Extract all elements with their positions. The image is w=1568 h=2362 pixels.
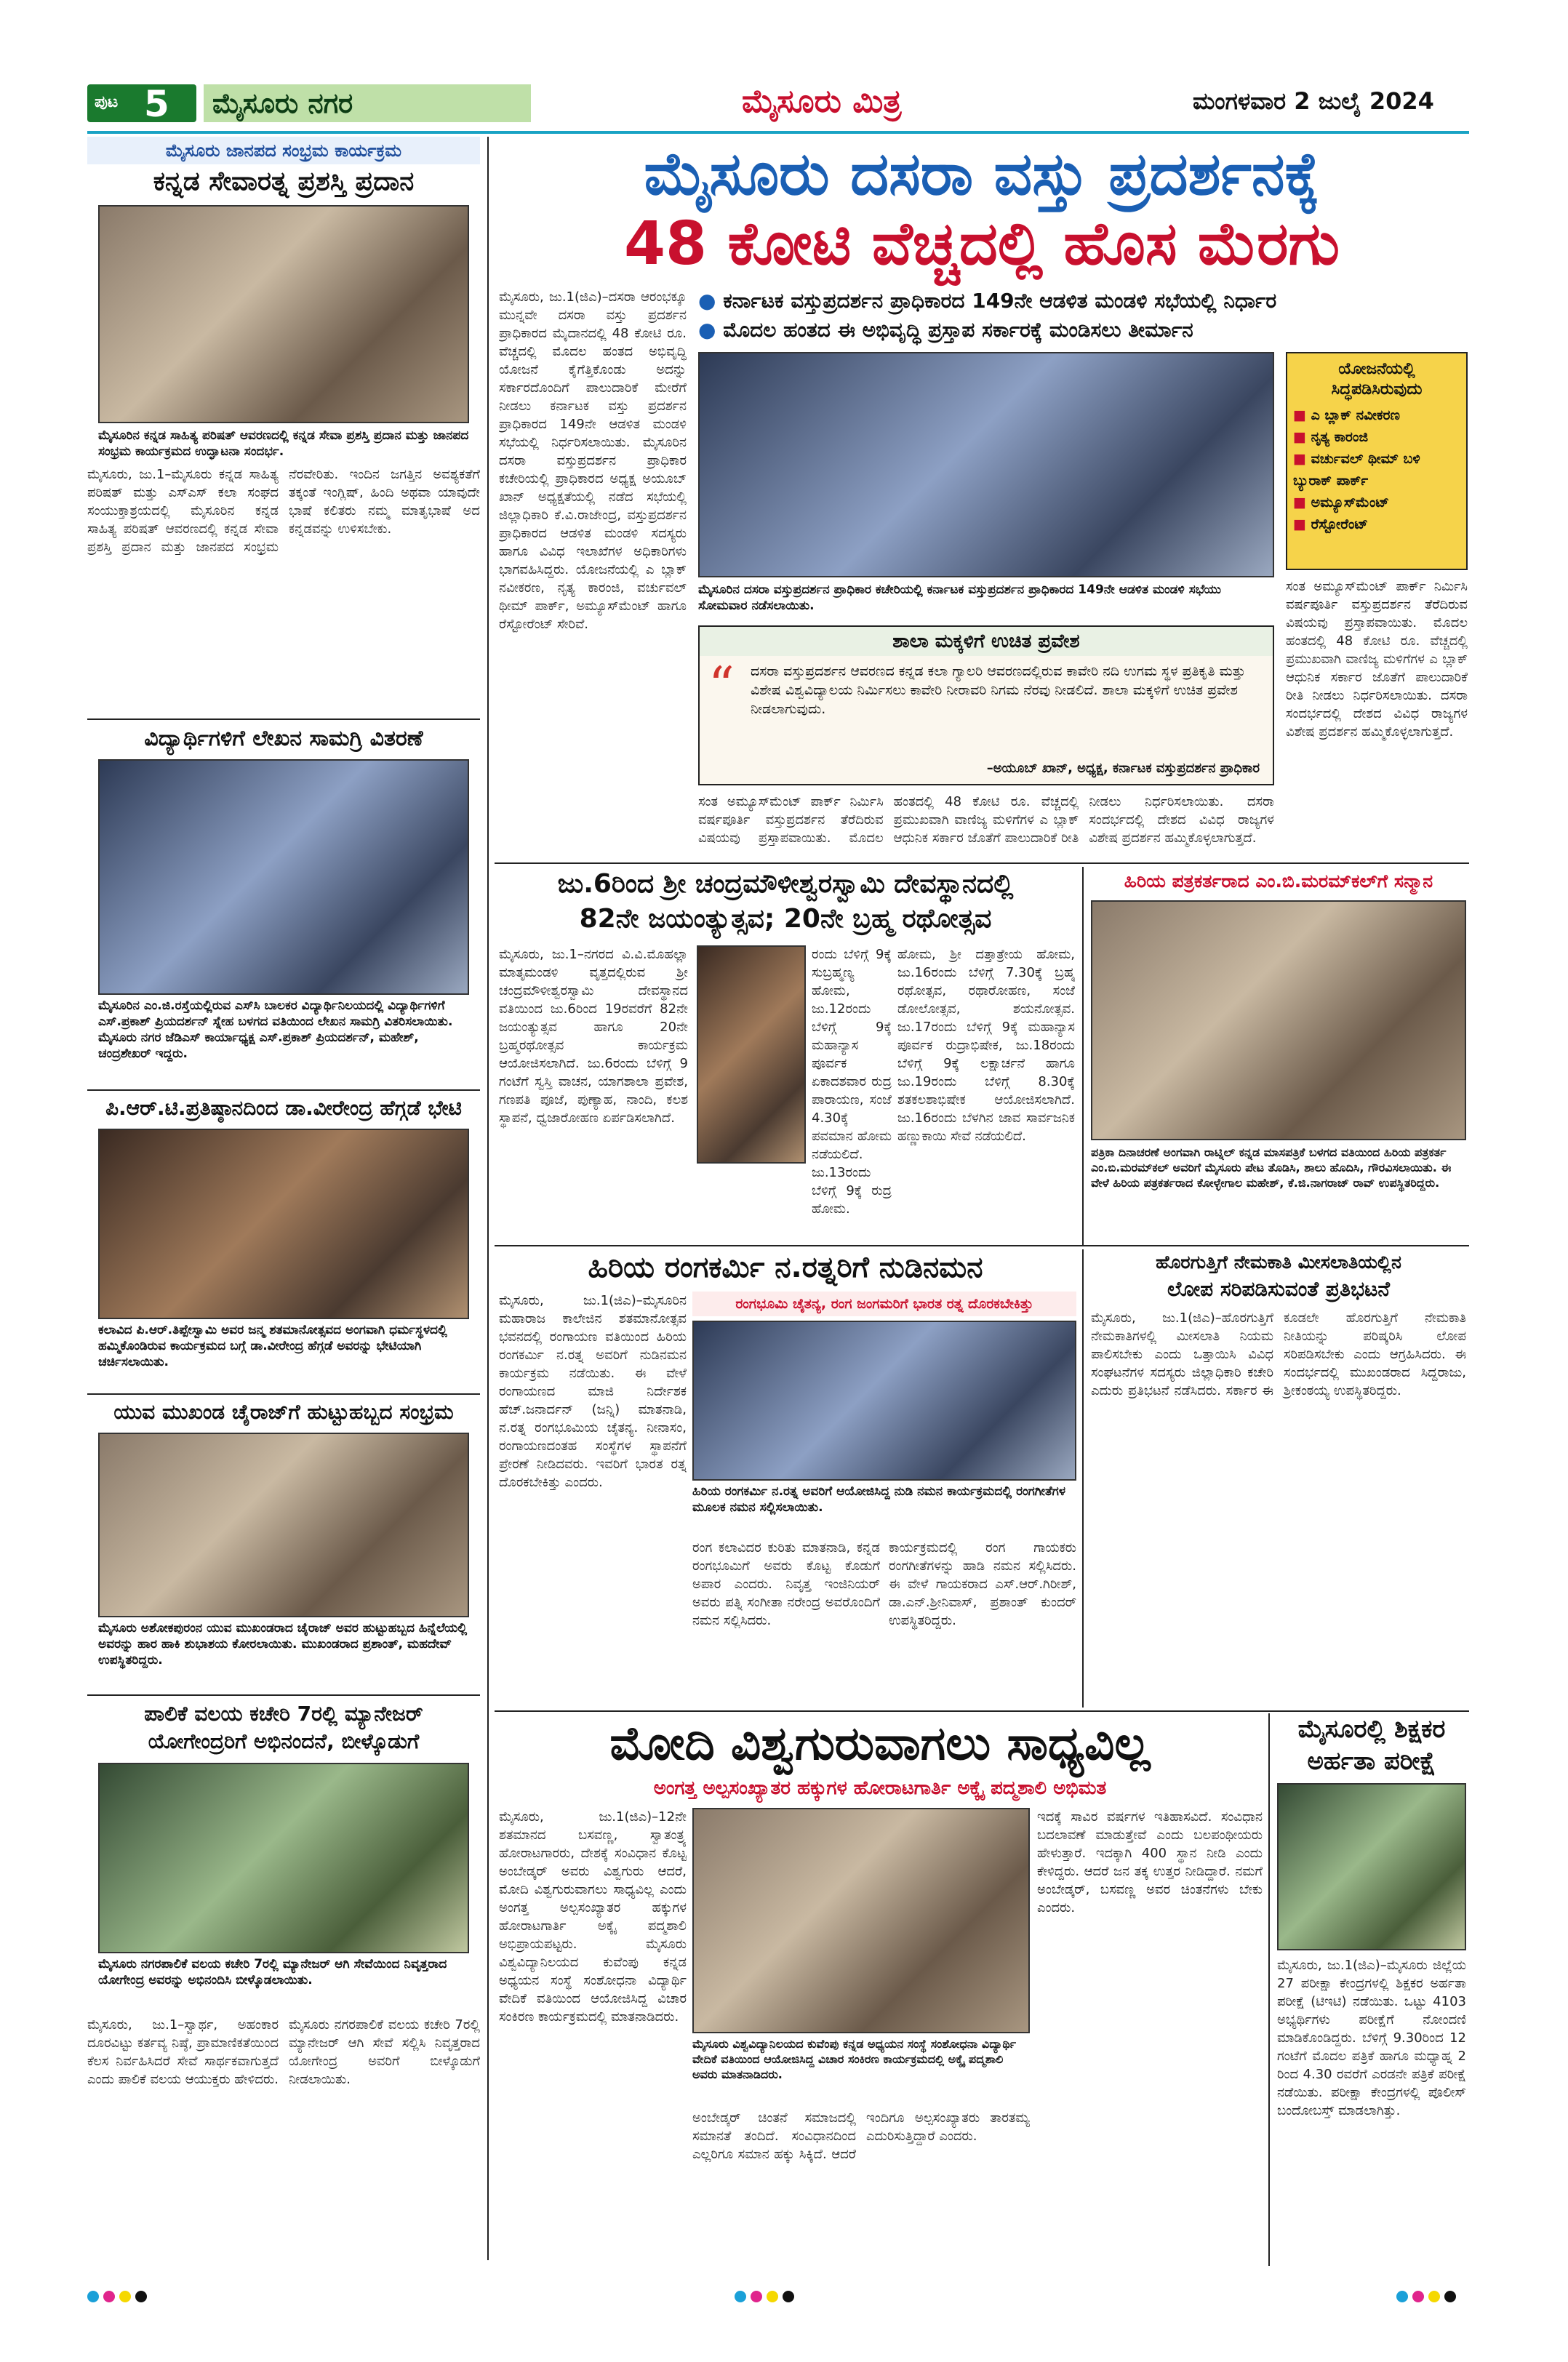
- modi-photo: [692, 1808, 1030, 2033]
- mid-rule: [495, 1245, 1469, 1246]
- lead-photo-caption: ಮೈಸೂರಿನ ದಸರಾ ವಸ್ತುಪ್ರದರ್ಶನ ಪ್ರಾಧಿಕಾರ ಕಚೇರಿಯಲ್ಲಿ ಕರ್ನಾಟಕ ವಸ್ತುಪ್ರದರ್ಶನ ಪ್ರಾಧಿಕಾರದ 149ನೇ ಆಡಳಿತ ಮಂಡಳಿ ಸಭೆಯು ಸೋಮವಾರ ನಡೆಸಲಾಯಿತು.: [698, 583, 1222, 613]
- shala-body: ಸಂತ ಅಮ್ಯೂಸ್‌ಮೆಂಟ್ ಪಾರ್ಕ್ ನಿರ್ಮಿಸಿ ವರ್ಷಪೂರ್ತಿ ವಸ್ತುಪ್ರದರ್ಶನ ತೆರೆದಿರುವ ವಿಷಯವು ಪ್ರಸ್ತಾಪವಾಯಿತು. ಮೊದಲ ಹಂತದಲ್ಲಿ 48 ಕೋಟಿ ರೂ. ವೆಚ್ಚದಲ್ಲಿ ಪ್ರಮುಖವಾಗಿ ವಾಣಿಜ್ಯ ಮಳಿಗೆಗಳ ಎ ಬ್ಲಾಕ್ ಆಧುನಿಕ ಸರ್ಕಾರ ಜೊತೆಗೆ ಪಾಲುದಾರಿಕೆ ರೀತಿ ನೀಡಲು ನಿರ್ಧರಿಸಲಾಯಿತು. ದಸರಾ ಸಂದರ್ಭದಲ್ಲಿ ದೇಶದ ವಿವಿಧ ರಾಜ್ಯಗಳ ವಿಶೇಷ ಪ್ರದರ್ಶನ ಹಮ್ಮಿಕೊಳ್ಳಲಾಗುತ್ತದೆ.: [698, 794, 1274, 846]
- lead-bullet-2: [698, 316, 1469, 345]
- section-title: ಮೈಸೂರು ನಗರ: [204, 84, 531, 122]
- modi-divider: [1268, 1713, 1270, 2266]
- dot-cyan: [1396, 2291, 1408, 2302]
- nemakati-headline-2: ಲೋಪ ಸರಿಪಡಿಸುವಂತೆ ಪ್ರತಿಭಟನೆ: [1167, 1277, 1391, 1301]
- modi-body-b: ಅಂಬೇಡ್ಕರ್ ಚಿಂತನೆ ಸಮಾಜದಲ್ಲಿ ಸಮಾನತೆ ತಂದಿದೆ. ಸಂವಿಧಾನದಿಂದ ಎಲ್ಲರಿಗೂ ಸಮಾನ ಹಕ್ಕು ಸಿಕ್ಕಿದೆ. ಆದರೆ ಇಂದಿಗೂ ಅಲ್ಪಸಂಖ್ಯಾತರು ತಾರತಮ್ಯ ಎದುರಿಸುತ್ತಿದ್ದಾರೆ ಎಂದರು.: [692, 2110, 1030, 2162]
- lead-headline-1: ಮೈಸೂರು ದಸರಾ ವಸ್ತು ಪ್ರದರ್ಶನಕ್ಕೆ: [644, 140, 1320, 209]
- column-divider-left: [487, 137, 489, 2260]
- dot-yellow: [119, 2291, 131, 2302]
- paper-name: ಮೈಸೂರು ಮಿತ್ರ: [742, 83, 902, 120]
- dot-yellow: [767, 2291, 778, 2302]
- quote-mark-icon: “: [708, 656, 735, 716]
- dot-black: [1444, 2291, 1456, 2302]
- lead-bullet-1: [698, 287, 1469, 316]
- square-bullet-icon: ■: [1293, 429, 1306, 445]
- left-rule-2: [87, 1089, 480, 1091]
- left2-caption: ಮೈಸೂರಿನ ಎಂ.ಜಿ.ರಸ್ತೆಯಲ್ಲಿರುವ ಎಸ್‌ಸಿ ಬಾಲಕರ ವಿದ್ಯಾರ್ಥಿನಿಲಯದಲ್ಲಿ ವಿದ್ಯಾರ್ಥಿಗಳಿಗೆ ಎಸ್.ಪ್ರಕಾಶ್ ಪ್ರಿಯದರ್ಶನ್ ಸ್ನೇಹ ಬಳಗದ ವತಿಯಿಂದ ಲೇಖನ ಸಾಮಗ್ರಿ ವಿತರಿಸಲಾಯಿತು. ಮೈಸೂರು ನಗರ ಜೆಡಿಎಸ್ ಕಾರ್ಯಾಧ್ಯಕ್ಷ ಎಸ್.ಪ್ರಕಾಶ್ ಪ್ರಿಯದರ್ಶನ್, ಮಹೇಶ್, ಚಂದ್ರಶೇಖರ್ ಇದ್ದರು.: [98, 998, 453, 1061]
- palike-headline-2: ಯೋಗೇಂದ್ರರಿಗೆ ಅಭಿನಂದನೆ, ಬೀಳ್ಕೊಡುಗೆ: [148, 1729, 420, 1753]
- lead-bullets: [698, 287, 1469, 345]
- modi-headline: ಮೋದಿ ವಿಶ್ವಗುರುವಾಗಲು ಸಾಧ್ಯವಿಲ್ಲ: [609, 1717, 1151, 1771]
- modi-subhead: ಅಂಗತ್ತ ಅಲ್ಪಸಂಖ್ಯಾತರ ಹಕ್ಕುಗಳ ಹೋರಾಟಗಾರ್ತಿ ಅಕ್ಕೈ ಪದ್ಮಶಾಲಿ ಅಭಿಮತ: [653, 1777, 1107, 1799]
- rangakarmi-photo: [692, 1321, 1076, 1481]
- left-rule-4: [87, 1694, 480, 1696]
- masthead: [87, 81, 1469, 127]
- temple-body-a: ಮೈಸೂರು, ಜು.1–ನಗರದ ವಿ.ವಿ.ಮೊಹಲ್ಲಾ ಮಾತೃಮಂಡಳಿ ವೃತ್ತದಲ್ಲಿರುವ ಶ್ರೀ ಚಂದ್ರಮೌಳೀಶ್ವರಸ್ವಾಮಿ ದೇವಸ್ಥಾನದ ವತಿಯಿಂದ ಜು.6ರಿಂದ 19ರವರೆಗೆ 82ನೇ ಜಯಂತ್ಯುತ್ಸವ ಹಾಗೂ 20ನೇ ಬ್ರಹ್ಮರಥೋತ್ಸವ ಕಾರ್ಯಕ್ರಮ ಆಯೋಜಿಸಲಾಗಿದೆ. ಜು.6ರಂದು ಬೆಳಿಗ್ಗೆ 9 ಗಂಟೆಗೆ ಸ್ವಸ್ತಿ ವಾಚನ, ಯಾಗಶಾಲಾ ಪ್ರವೇಶ, ಗಣಪತಿ ಪೂಜೆ, ಪುಣ್ಯಾಹ, ನಾಂದಿ, ಕಲಶ ಸ್ಥಾಪನೆ, ಧ್ವಜಾರೋಹಣ ಏರ್ಪಡಿಸಲಾಗಿದೆ.: [499, 947, 688, 1126]
- plan-item-text: ಎ ಬ್ಲಾಕ್ ನವೀಕರಣ: [1311, 407, 1401, 423]
- left2-photo: [98, 759, 469, 995]
- shikshak-headline-1: ಮೈಸೂರಲ್ಲಿ ಶಿಕ್ಷಕರ: [1297, 1715, 1446, 1744]
- left1-photo: [98, 205, 469, 423]
- left2-headline: ವಿದ್ಯಾರ್ಥಿಗಳಿಗೆ ಲೇಖನ ಸಾಮಗ್ರಿ ವಿತರಣೆ: [144, 726, 423, 751]
- modi-photo-caption: ಮೈಸೂರು ವಿಶ್ವವಿದ್ಯಾನಿಲಯದ ಕುವೆಂಪು ಕನ್ನಡ ಅಧ್ಯಯನ ಸಂಸ್ಥೆ ಸಂಶೋಧನಾ ವಿದ್ಯಾರ್ಥಿ ವೇದಿಕೆ ವತಿಯಿಂದ ಆಯೋಜಿಸಿದ್ದ ವಿಚಾರ ಸಂಕಿರಣ ಕಾರ್ಯಕ್ರಮದಲ್ಲಿ ಅಕ್ಕೈ ಪದ್ಮಶಾಲಿ ಅವರು ಮಾತನಾಡಿದರು.: [692, 2037, 1017, 2081]
- lead-right-body: ಸಂತ ಅಮ್ಯೂಸ್‌ಮೆಂಟ್ ಪಾರ್ಕ್ ನಿರ್ಮಿಸಿ ವರ್ಷಪೂರ್ತಿ ವಸ್ತುಪ್ರದರ್ಶನ ತೆರೆದಿರುವ ವಿಷಯವು ಪ್ರಸ್ತಾಪವಾಯಿತು. ಮೊದಲ ಹಂತದಲ್ಲಿ 48 ಕೋಟಿ ರೂ. ವೆಚ್ಚದಲ್ಲಿ ಪ್ರಮುಖವಾಗಿ ವಾಣಿಜ್ಯ ಮಳಿಗೆಗಳ ಎ ಬ್ಲಾಕ್ ಆಧುನಿಕ ಸರ್ಕಾರ ಜೊತೆಗೆ ಪಾಲುದಾರಿಕೆ ರೀತಿ ನೀಡಲು ನಿರ್ಧರಿಸಲಾಯಿತು. ದಸರಾ ಸಂದರ್ಭದಲ್ಲಿ ದೇಶದ ವಿವಿಧ ರಾಜ್ಯಗಳ ವಿಶೇಷ ಪ್ರದರ್ಶನ ಹಮ್ಮಿಕೊಳ್ಳಲಾಗುತ್ತದೆ.: [1286, 579, 1468, 740]
- left3-photo: [98, 1129, 469, 1319]
- palike-headline-1: ಪಾಲಿಕೆ ವಲಯ ಕಚೇರಿ 7ರಲ್ಲಿ ಮ್ಯಾನೇಜರ್: [144, 1702, 423, 1726]
- plan-box: [1286, 352, 1468, 570]
- marakal-headline: ಹಿರಿಯ ಪತ್ರಕರ್ತರಾದ ಎಂ.ಬಿ.ಮರಮ್‌ಕಲ್‌ಗೆ ಸನ್ಮಾನ: [1124, 870, 1433, 892]
- masthead-rule: [87, 131, 1469, 134]
- square-bullet-icon: ■: [1293, 407, 1306, 423]
- rangakarmi-body-b: ರಂಗ ಕಲಾವಿದರ ಕುರಿತು ಮಾತನಾಡಿ, ಕನ್ನಡ ರಂಗಭೂಮಿಗೆ ಅವರು ಕೊಟ್ಟ ಕೊಡುಗೆ ಅಪಾರ ಎಂದರು. ನಿವೃತ್ತ ಇಂಜಿನಿಯರ್ ಅವರು ಪತ್ನಿ ಸಂಗೀತಾ ನರೇಂದ್ರ ಅವರೊಂದಿಗೆ ನಮನ ಸಲ್ಲಿಸಿದರು.: [692, 1540, 880, 1628]
- rangakarmi-photo-caption: ಹಿರಿಯ ರಂಗಕರ್ಮಿ ನ.ರತ್ನ ಅವರಿಗೆ ಆಯೋಜಿಸಿದ್ದ ನುಡಿ ನಮನ ಕಾರ್ಯಕ್ರಮದಲ್ಲಿ ರಂಗಗೀತೆಗಳ ಮೂಲಕ ನಮನ ಸಲ್ಲಿಸಲಾಯಿತು.: [692, 1484, 1066, 1515]
- dot-magenta: [1412, 2291, 1424, 2302]
- shikshak-headline-2: ಅರ್ಹತಾ ಪರೀಕ್ಷೆ: [1307, 1747, 1436, 1776]
- temple-body-c: ಹೋಮ, ಶ್ರೀ ದತ್ತಾತ್ರೇಯ ಹೋಮ, ಜು.16ರಂದು ಬೆಳಿಗ್ಗೆ 7.30ಕ್ಕೆ ಬ್ರಹ್ಮ ರಥೋತ್ಸವ, ರಥಾರೋಹಣ, ಸಂಜೆ ಡೋಲೋತ್ಸವ, ಶಯನೋತ್ಸವ. ಜು.17ರಂದು ಬೆಳಿಗ್ಗೆ 9ಕ್ಕೆ ಮಹಾನ್ಯಾಸ ಪೂರ್ವಕ ರುದ್ರಾಭಿಷೇಕ, ಜು.18ರಂದು ಬೆಳಿಗ್ಗೆ 9ಕ್ಕೆ ಲಕ್ಷಾರ್ಚನೆ ಹಾಗೂ ಜು.19ರಂದು ಬೆಳಿಗ್ಗೆ 8.30ಕ್ಕೆ ಶತಕಲಶಾಭಿಷೇಕ ಆಯೋಜಿಸಲಾಗಿದೆ. ಜು.16ರಂದು ಬೆಳಗಿನ ಜಾವ ಸಾರ್ವಜನಿಕ ಹಣ್ಣುಕಾಯಿ ಸೇವೆ ನಡೆಯಲಿದೆ.: [897, 947, 1075, 1144]
- lead-bottom-rule: [495, 862, 1469, 864]
- plan-item-text: ನೃತ್ಯ ಕಾರಂಜಿ: [1311, 429, 1369, 445]
- plan-item-text: ರೆಸ್ಟೋರೆಂಟ್: [1311, 516, 1369, 532]
- plan-item: [1293, 492, 1460, 513]
- square-bullet-icon: ■: [1293, 495, 1306, 511]
- left3-caption: ಕಲಾವಿದ ಪಿ.ಆರ್.ತಿಪ್ಪೇಸ್ವಾಮಿ ಅವರ ಜನ್ಮ ಶತಮಾನೋತ್ಸವದ ಅಂಗವಾಗಿ ಧರ್ಮಸ್ಥಳದಲ್ಲಿ ಹಮ್ಮಿಕೊಂಡಿರುವ ಕಾರ್ಯಕ್ರಮದ ಬಗ್ಗೆ ಡಾ.ವೀರೇಂದ್ರ ಹೆಗ್ಗಡೆ ಅವರನ್ನು ಭೇಟಿಯಾಗಿ ಚರ್ಚಿಸಲಾಯಿತು.: [98, 1323, 447, 1369]
- square-bullet-icon: ■: [1293, 516, 1306, 532]
- dot-magenta: [751, 2291, 762, 2302]
- temple-divider: [1082, 867, 1084, 1245]
- registration-dots-center: [735, 2291, 799, 2305]
- palike-body: ಮೈಸೂರು, ಜು.1–ಸ್ವಾರ್ಥ, ಅಹಂಕಾರ ದೂರವಿಟ್ಟು ಕರ್ತವ್ಯ ನಿಷ್ಠೆ, ಪ್ರಾಮಾಣಿಕತೆಯಿಂದ ಕೆಲಸ ನಿರ್ವಹಿಸಿದರೆ ಸೇವೆ ಸಾರ್ಥಕವಾಗುತ್ತದೆ ಎಂದು ಪಾಲಿಕೆ ವಲಯ ಆಯುಕ್ತರು ಹೇಳಿದರು. ಮೈಸೂರು ನಗರಪಾಲಿಕೆ ವಲಯ ಕಚೇರಿ 7ರಲ್ಲಿ ಮ್ಯಾನೇಜರ್ ಆಗಿ ಸೇವೆ ಸಲ್ಲಿಸಿ ನಿವೃತ್ತರಾದ ಯೋಗೇಂದ್ರ ಅವರಿಗೆ ಬೀಳ್ಕೊಡುಗೆ ನೀಡಲಾಯಿತು.: [87, 2017, 480, 2087]
- lead-photo: [698, 352, 1274, 577]
- page-label-box: [87, 83, 196, 125]
- left-rule-3: [87, 1393, 480, 1395]
- rangakarmi-body-a: ಮೈಸೂರು, ಜು.1(ಜಿಎ)–ಮೈಸೂರಿನ ಮಹಾರಾಜ ಕಾಲೇಜಿನ ಶತಮಾನೋತ್ಸವ ಭವನದಲ್ಲಿ ರಂಗಾಯಣ ವತಿಯಿಂದ ಹಿರಿಯ ರಂಗಕರ್ಮಿ ನ.ರತ್ನ ಅವರಿಗೆ ನುಡಿನಮನ ಕಾರ್ಯಕ್ರಮ ನಡೆಯಿತು. ಈ ವೇಳೆ ರಂಗಾಯಣದ ಮಾಜಿ ನಿರ್ದೇಶಕ ಹೆಚ್.ಜನಾರ್ದನ್ (ಜನ್ನಿ) ಮಾತನಾಡಿ, ನ.ರತ್ನ ರಂಗಭೂಮಿಯ ಚೈತನ್ಯ. ನೀನಾಸಂ, ರಂಗಾಯಣದಂತಹ ಸಂಸ್ಥೆಗಳ ಸ್ಥಾಪನೆಗೆ ಪ್ರೇರಣೆ ನೀಡಿದವರು. ಇವರಿಗೆ ಭಾರತ ರತ್ನ ದೊರಕಬೇಕಿತ್ತು ಎಂದರು.: [499, 1293, 687, 1490]
- dot-cyan: [735, 2291, 746, 2302]
- dot-black: [135, 2291, 147, 2302]
- temple-headline-2: 82ನೇ ಜಯಂತ್ಯುತ್ಸವ; 20ನೇ ಬ್ರಹ್ಮ ರಥೋತ್ಸವ: [579, 904, 992, 934]
- shala-byline: –ಅಯೂಬ್ ಖಾನ್, ಅಧ್ಯಕ್ಷ, ಕರ್ನಾಟಕ ವಸ್ತುಪ್ರದರ್ಶನ ಪ್ರಾಧಿಕಾರ: [986, 761, 1260, 776]
- temple-photo: [697, 945, 806, 1164]
- shala-box: [698, 625, 1274, 785]
- lead-body: ಮೈಸೂರು, ಜು.1(ಜಿಎ)–ದಸರಾ ಆರಂಭಕ್ಕೂ ಮುನ್ನವೇ ದಸರಾ ವಸ್ತು ಪ್ರದರ್ಶನ ಪ್ರಾಧಿಕಾರದ ಮೈದಾನದಲ್ಲಿ 48 ಕೋಟಿ ರೂ. ವೆಚ್ಚದಲ್ಲಿ ಮೊದಲ ಹಂತದ ಅಭಿವೃದ್ಧಿ ಯೋಜನೆ ಕೈಗೆತ್ತಿಕೊಂಡು ಅದನ್ನು ಸರ್ಕಾರದೊಂದಿಗೆ ಪಾಲುದಾರಿಕೆ ಮೇರೆಗೆ ನೀಡಲು ಕರ್ನಾಟಕ ವಸ್ತು ಪ್ರದರ್ಶನ ಪ್ರಾಧಿಕಾರದ 149ನೇ ಆಡಳಿತ ಮಂಡಳಿ ಸಭೆಯಲ್ಲಿ ನಿರ್ಧರಿಸಲಾಯಿತು. ಮೈಸೂರಿನ ದಸರಾ ವಸ್ತುಪ್ರದರ್ಶನ ಪ್ರಾಧಿಕಾರ ಕಚೇರಿಯಲ್ಲಿ ಪ್ರಾಧಿಕಾರದ ಅಧ್ಯಕ್ಷ ಅಯೂಬ್ ಖಾನ್ ಅಧ್ಯಕ್ಷತೆಯಲ್ಲಿ ನಡೆದ ಸಭೆಯಲ್ಲಿ ಜಿಲ್ಲಾಧಿಕಾರಿ ಕೆ.ವಿ.ರಾಜೇಂದ್ರ, ವಸ್ತುಪ್ರದರ್ಶನ ಪ್ರಾಧಿಕಾರದ ಆಡಳಿತ ಮಂಡಳಿ ಸದಸ್ಯರು ಹಾಗೂ ವಿವಿಧ ಇಲಾಖೆಗಳ ಅಧಿಕಾರಿಗಳು ಭಾಗವಹಿಸಿದ್ದರು. ಯೋಜನೆಯಲ್ಲಿ ಎ ಬ್ಲಾಕ್ ನವೀಕರಣ, ನೃತ್ಯ ಕಾರಂಜಿ, ವರ್ಚುವಲ್ ಥೀಮ್ ಪಾರ್ಕ್, ಅಮ್ಯೂಸ್‌ಮೆಂಟ್ ಹಾಗೂ ರೆಸ್ಟೋರೆಂಟ್ ಸೇರಿವೆ.: [499, 289, 687, 632]
- left1-headline: ಕನ್ನಡ ಸೇವಾರತ್ನ ಪ್ರಶಸ್ತಿ ಪ್ರದಾನ: [153, 167, 415, 196]
- palike-caption: ಮೈಸೂರು ನಗರಪಾಲಿಕೆ ವಲಯ ಕಚೇರಿ 7ರಲ್ಲಿ ಮ್ಯಾನೇಜರ್ ಆಗಿ ಸೇವೆಯಿಂದ ನಿವೃತ್ತರಾದ ಯೋಗೇಂದ್ರ ಅವರನ್ನು ಅಭಿನಂದಿಸಿ ಬೀಳ್ಕೊಡಲಾಯಿತು.: [98, 1957, 447, 1987]
- bullet-dot-icon: ●: [698, 289, 716, 313]
- lead-bullet-2-text: ಮೊದಲ ಹಂತದ ಈ ಅಭಿವೃದ್ಧಿ ಪ್ರಸ್ತಾಪ ಸರ್ಕಾರಕ್ಕೆ ಮಂಡಿಸಲು ತೀರ್ಮಾನ: [723, 318, 1193, 342]
- left1-caption: ಮೈಸೂರಿನ ಕನ್ನಡ ಸಾಹಿತ್ಯ ಪರಿಷತ್ ಆವರಣದಲ್ಲಿ ಕನ್ನಡ ಸೇವಾ ಪ್ರಶಸ್ತಿ ಪ್ರದಾನ ಮತ್ತು ಜಾನಪದ ಸಂಭ್ರಮ ಕಾರ್ಯಕ್ರಮದ ಉದ್ಘಾಟನಾ ಸಂದರ್ಭ.: [98, 428, 469, 459]
- page-number: 5: [144, 83, 169, 125]
- left1-kicker: ಮೈಸೂರು ಜಾನಪದ ಸಂಭ್ರಮ ಕಾರ್ಯಕ್ರಮ: [87, 137, 480, 164]
- dot-cyan: [87, 2291, 99, 2302]
- modi-body-a: ಮೈಸೂರು, ಜು.1(ಜಿಎ)–12ನೇ ಶತಮಾನದ ಬಸವಣ್ಣ, ಸ್ವಾತಂತ್ರ್ಯ ಹೋರಾಟಗಾರರು, ದೇಶಕ್ಕೆ ಸಂವಿಧಾನ ಕೊಟ್ಟ ಅಂಬೇಡ್ಕರ್ ಅವರು ವಿಶ್ವಗುರು ಆದರೆ, ಮೋದಿ ವಿಶ್ವಗುರುವಾಗಲು ಸಾಧ್ಯವಿಲ್ಲ ಎಂದು ಅಂಗತ್ತ ಅಲ್ಪಸಂಖ್ಯಾತರ ಹಕ್ಕುಗಳ ಹೋರಾಟಗಾರ್ತಿ ಅಕ್ಕೈ ಪದ್ಮಶಾಲಿ ಅಭಿಪ್ರಾಯಪಟ್ಟರು. ಮೈಸೂರು ವಿಶ್ವವಿದ್ಯಾನಿಲಯದ ಕುವೆಂಪು ಕನ್ನಡ ಅಧ್ಯಯನ ಸಂಸ್ಥೆ ಸಂಶೋಧನಾ ವಿದ್ಯಾರ್ಥಿ ವೇದಿಕೆ ವತಿಯಿಂದ ಆಯೋಜಿಸಿದ್ದ ವಿಚಾರ ಸಂಕಿರಣ ಕಾರ್ಯಕ್ರಮದಲ್ಲಿ ಮಾತನಾಡಿದರು.: [499, 1809, 687, 2025]
- marakal-photo: [1091, 900, 1466, 1140]
- dot-black: [783, 2291, 794, 2302]
- modi-body-c: ಇದಕ್ಕೆ ಸಾವಿರ ವರ್ಷಗಳ ಇತಿಹಾಸವಿದೆ. ಸಂವಿಧಾನ ಬದಲಾವಣೆ ಮಾಡುತ್ತೇವೆ ಎಂದು ಬಲಪಂಥೀಯರು ಹೇಳುತ್ತಾರೆ. ಇದಕ್ಕಾಗಿ 400 ಸ್ಥಾನ ನೀಡಿ ಎಂದು ಕೇಳಿದ್ದರು. ಆದರೆ ಜನ ತಕ್ಕ ಉತ್ತರ ನೀಡಿದ್ದಾರೆ. ನಮಗೆ ಅಂಬೇಡ್ಕರ್, ಬಸವಣ್ಣ ಅವರ ಚಿಂತನೆಗಳು ಬೇಕು ಎಂದರು.: [1037, 1809, 1263, 1915]
- shikshak-body: ಮೈಸೂರು, ಜು.1(ಜಿಎ)–ಮೈಸೂರು ಜಿಲ್ಲೆಯ 27 ಪರೀಕ್ಷಾ ಕೇಂದ್ರಗಳಲ್ಲಿ ಶಿಕ್ಷಕರ ಅರ್ಹತಾ ಪರೀಕ್ಷೆ (ಟಿಇಟಿ) ನಡೆಯಿತು. ಒಟ್ಟು 4103 ಅಭ್ಯರ್ಥಿಗಳು ಪರೀಕ್ಷೆಗೆ ನೋಂದಣಿ ಮಾಡಿಕೊಂಡಿದ್ದರು. ಬೆಳಿಗ್ಗೆ 9.30ರಿಂದ 12 ಗಂಟೆಗೆ ಮೊದಲ ಪತ್ರಿಕೆ ಹಾಗೂ ಮಧ್ಯಾಹ್ನ 2 ರಿಂದ 4.30 ರವರೆಗೆ ಎರಡನೇ ಪತ್ರಿಕೆ ಪರೀಕ್ಷೆ ನಡೆಯಿತು. ಪರೀಕ್ಷಾ ಕೇಂದ್ರಗಳಲ್ಲಿ ಪೊಲೀಸ್ ಬಂದೋಬಸ್ತ್ ಮಾಡಲಾಗಿತ್ತು.: [1277, 1958, 1466, 2118]
- square-bullet-icon: ■: [1293, 451, 1306, 467]
- rangakarmi-strip: ರಂಗಭೂಮಿ ಚೈತನ್ಯ, ರಂಗ ಜಂಗಮರಿಗೆ ಭಾರತ ರತ್ನ ದೊರಕಬೇಕಿತ್ತು: [692, 1292, 1076, 1316]
- palike-photo: [98, 1763, 469, 1953]
- plan-item: [1293, 404, 1460, 426]
- issue-date: ಮಂಗಳವಾರ 2 ಜುಲೈ 2024: [1193, 87, 1434, 115]
- shala-title: ಶಾಲಾ ಮಕ್ಕಳಿಗೆ ಉಚಿತ ಪ್ರವೇಶ: [700, 627, 1273, 656]
- shala-quote: ದಸರಾ ವಸ್ತುಪ್ರದರ್ಶನ ಆವರಣದ ಕನ್ನಡ ಕಲಾ ಗ್ಯಾಲರಿ ಆವರಣದಲ್ಲಿರುವ ಕಾವೇರಿ ನದಿ ಉಗಮ ಸ್ಥಳ ಪ್ರತಿಕೃತಿ ಮತ್ತು ವಿಶೇಷ ವಿಶ್ವವಿದ್ಯಾಲಯ ನಿರ್ಮಿಸಲು ಕಾವೇರಿ ನೀರಾವರಿ ನಿಗಮ ನೆರವು ನೀಡಲಿದೆ. ಶಾಲಾ ಮಕ್ಕಳಿಗೆ ಉಚಿತ ಪ್ರವೇಶ ನೀಡಲಾಗುವುದು.: [751, 663, 1246, 717]
- left4-caption: ಮೈಸೂರು ಅಶೋಕಪುರಂನ ಯುವ ಮುಖಂಡರಾದ ಚೈರಾಜ್ ಅವರ ಹುಟ್ಟುಹಬ್ಬದ ಹಿನ್ನೆಲೆಯಲ್ಲಿ ಅವರನ್ನು ಹಾರ ಹಾಕಿ ಶುಭಾಶಯ ಕೋರಲಾಯಿತು. ಮುಖಂಡರಾದ ಪ್ರಶಾಂತ್, ಮಹದೇವ್ ಉಪಸ್ಥಿತರಿದ್ದರು.: [98, 1621, 468, 1668]
- nemakati-headline-1: ಹೊರಗುತ್ತಿಗೆ ನೇಮಕಾತಿ ಮೀಸಲಾತಿಯಲ್ಲಿನ: [1156, 1252, 1401, 1273]
- rangakarmi-divider: [1082, 1249, 1084, 1708]
- marakal-caption: ಪತ್ರಿಕಾ ದಿನಾಚರಣೆ ಅಂಗವಾಗಿ ರಾಟ್ನಿಲ್ ಕನ್ನಡ ಮಾಸಪತ್ರಿಕೆ ಬಳಗದ ವತಿಯಿಂದ ಹಿರಿಯ ಪತ್ರಕರ್ತ ಎಂ.ಬಿ.ಮರಮ್‌ಕಲ್ ಅವರಿಗೆ ಮೈಸೂರು ಪೇಟ ತೊಡಿಸಿ, ಶಾಲು ಹೊದಿಸಿ, ಗೌರವಿಸಲಾಯಿತು. ಈ ವೇಳೆ ಹಿರಿಯ ಪತ್ರಕರ್ತರಾದ ಕೋಳ್ಳೇಗಾಲ ಮಹೇಶ್, ಕೆ.ಜಿ.ನಾಗರಾಜ್ ರಾವ್ ಉಪಸ್ಥಿತರಿದ್ದರು.: [1091, 1145, 1452, 1190]
- lead-headline-2: 48 ಕೋಟಿ ವೆಚ್ಚದಲ್ಲಿ ಹೊಸ ಮೆರಗು: [623, 209, 1340, 279]
- plan-item: [1293, 426, 1460, 448]
- left3-headline: ಪಿ.ಆರ್.ಟಿ.ಪ್ರತಿಷ್ಠಾನದಿಂದ ಡಾ.ವೀರೇಂದ್ರ ಹೆಗ್ಗಡೆ ಭೇಟಿ: [105, 1096, 462, 1120]
- bullet-dot-icon: ●: [698, 318, 716, 342]
- plan-item-text: ವರ್ಚುವಲ್ ಥೀಮ್ ಬಳಿ ಬ್ಯುರಾಕ್ ಪಾರ್ಕ್: [1293, 451, 1420, 489]
- temple-body-b: ರಂದು ಬೆಳಿಗ್ಗೆ 9ಕ್ಕೆ ಸುಬ್ರಹ್ಮಣ್ಯ ಹೋಮ, ಜು.12ರಂದು ಬೆಳಿಗ್ಗೆ 9ಕ್ಕೆ ಮಹಾನ್ಯಾಸ ಪೂರ್ವಕ ಏಕಾದಶವಾರ ರುದ್ರ ಪಾರಾಯಣ, ಸಂಜೆ 4.30ಕ್ಕೆ ಪವಮಾನ ಹೋಮ ನಡೆಯಲಿದೆ. ಜು.13ರಂದು ಬೆಳಿಗ್ಗೆ 9ಕ್ಕೆ ರುದ್ರ ಹೋಮ.: [812, 947, 892, 1217]
- rangakarmi-body-c: ಕಾರ್ಯಕ್ರಮದಲ್ಲಿ ರಂಗ ಗಾಯಕರು ರಂಗಗೀತೆಗಳನ್ನು ಹಾಡಿ ನಮನ ಸಲ್ಲಿಸಿದರು. ಈ ವೇಳೆ ಗಾಯಕರಾದ ಎಸ್.ಆರ್.ಗಿರೀಶ್, ಡಾ.ಎನ್.ಶ್ರೀನಿವಾಸ್, ಪ್ರಶಾಂತ್ ಕುಂದರ್ ಉಪಸ್ಥಿತರಿದ್ದರು.: [889, 1540, 1076, 1628]
- dot-magenta: [103, 2291, 115, 2302]
- plan-box-title: ಯೋಜನೆಯಲ್ಲಿ ಸಿದ್ಧಪಡಿಸಿರುವುದು: [1331, 360, 1423, 399]
- plan-item: [1293, 448, 1460, 492]
- lead-bullet-1-text: ಕರ್ನಾಟಕ ವಸ್ತುಪ್ರದರ್ಶನ ಪ್ರಾಧಿಕಾರದ 149ನೇ ಆಡಳಿತ ಮಂಡಳಿ ಸಭೆಯಲ್ಲಿ ನಿರ್ಧಾರ: [723, 289, 1277, 313]
- nemakati-body: ಮೈಸೂರು, ಜು.1(ಜಿಎ)–ಹೊರಗುತ್ತಿಗೆ ನೇಮಕಾತಿಗಳಲ್ಲಿ ಮೀಸಲಾತಿ ನಿಯಮ ಪಾಲಿಸಬೇಕು ಎಂದು ಒತ್ತಾಯಿಸಿ ವಿವಿಧ ಸಂಘಟನೆಗಳ ಸದಸ್ಯರು ಜಿಲ್ಲಾಧಿಕಾರಿ ಕಚೇರಿ ಎದುರು ಪ್ರತಿಭಟನೆ ನಡೆಸಿದರು. ಸರ್ಕಾರ ಈ ಕೂಡಲೇ ಹೊರಗುತ್ತಿಗೆ ನೇಮಕಾತಿ ನೀತಿಯನ್ನು ಪರಿಷ್ಕರಿಸಿ ಲೋಪ ಸರಿಪಡಿಸಬೇಕು ಎಂದು ಆಗ್ರಹಿಸಿದರು. ಈ ಸಂದರ್ಭದಲ್ಲಿ ಮುಖಂಡರಾದ ಸಿದ್ದರಾಜು, ಶ್ರೀಕಂಠಯ್ಯ ಉಪಸ್ಥಿತರಿದ್ದರು.: [1091, 1310, 1466, 1398]
- left-rule-1: [87, 718, 480, 720]
- registration-dots-right: [1396, 2291, 1460, 2305]
- left1-body: ಮೈಸೂರು, ಜು.1–ಮೈಸೂರು ಕನ್ನಡ ಸಾಹಿತ್ಯ ಪರಿಷತ್ ಮತ್ತು ಎಸ್‌ಎಸ್ ಕಲಾ ಸಂಘದ ಸಂಯುಕ್ತಾಶ್ರಯದಲ್ಲಿ ಮೈಸೂರಿನ ಕನ್ನಡ ಸಾಹಿತ್ಯ ಪರಿಷತ್ ಆವರಣದಲ್ಲಿ ಕನ್ನಡ ಸೇವಾ ಪ್ರಶಸ್ತಿ ಪ್ರದಾನ ಮತ್ತು ಜಾನಪದ ಸಂಭ್ರಮ ನೆರವೇರಿತು. ಇಂದಿನ ಜಗತ್ತಿನ ಅವಶ್ಯಕತೆಗೆ ತಕ್ಕಂತೆ ಇಂಗ್ಲಿಷ್, ಹಿಂದಿ ಅಥವಾ ಯಾವುದೇ ಭಾಷೆ ಕಲಿತರು ನಮ್ಮ ಮಾತೃಭಾಷೆ ಅದ ಕನ್ನಡವನ್ನು ಉಳಿಸಬೇಕು.: [87, 467, 480, 555]
- page-word: ಪುಟ: [95, 93, 119, 111]
- modi-top-rule: [495, 1710, 1469, 1712]
- rangakarmi-headline: ಹಿರಿಯ ರಂಗಕರ್ಮಿ ನ.ರತ್ನರಿಗೆ ನುಡಿನಮನ: [588, 1251, 983, 1284]
- plan-item-text: ಅಮ್ಯೂಸ್‌ಮೆಂಟ್: [1311, 495, 1390, 511]
- temple-headline-1: ಜು.6ರಿಂದ ಶ್ರೀ ಚಂದ್ರಮೌಳೀಶ್ವರಸ್ವಾಮಿ ದೇವಸ್ಥಾನದಲ್ಲಿ: [557, 869, 1014, 899]
- shikshak-photo: [1277, 1783, 1466, 1950]
- dot-yellow: [1428, 2291, 1440, 2302]
- left4-photo: [98, 1433, 469, 1617]
- plan-item: [1293, 513, 1460, 535]
- left4-headline: ಯುವ ಮುಖಂಡ ಚೈರಾಜ್‌ಗೆ ಹುಟ್ಟುಹಬ್ಬದ ಸಂಭ್ರಮ: [113, 1400, 454, 1424]
- registration-dots-left: [87, 2291, 151, 2305]
